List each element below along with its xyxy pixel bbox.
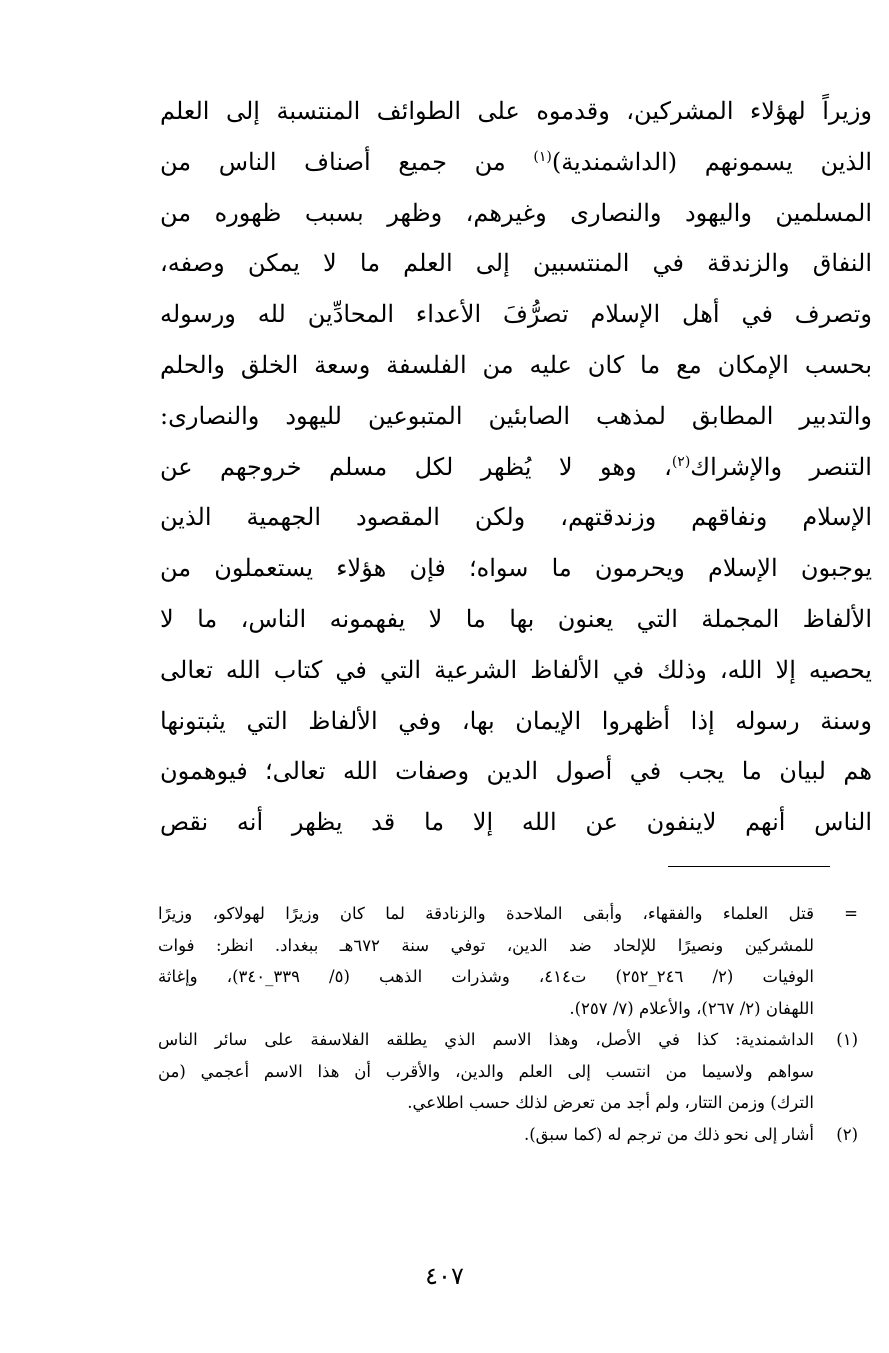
body-line: والتدبير المطابق لمذهب الصابئين المتبوعين لليهود والنصارى: (160, 401, 872, 430)
body-line: المسلمين واليهود والنصارى وغيرهم، وظهر بسبب ظهوره من (160, 198, 872, 227)
footnote-line: الداشمندية: كذا في الأصل، وهذا الاسم الذي يطلقه الفلاسفة على سائر الناس (158, 1030, 814, 1049)
body-line: وتصرف في أهل الإسلام تصرُّفَ الأعداء المحادِّين لله ورسوله (160, 300, 872, 329)
body-line: يوجبون الإسلام ويحرمون ما سواه؛ فإن هؤلاء يستعملون من (160, 554, 872, 583)
main-text (160, 86, 872, 848)
footnotes (158, 898, 858, 1150)
body-line: الإسلام ونفاقهم وزندقتهم، ولكن المقصود الجهمية الذين (160, 503, 872, 532)
footnote-line: اللهفان (٢/ ٢٦٧)، والأعلام (٧/ ٢٥٧). (569, 998, 814, 1018)
body-line: التنصر والإشراك$^{(٢)}$، وهو لا يُظهر لكل مسلم خروجهم عن (160, 452, 872, 481)
footnote-line: سواهم ولاسيما من انتسب إلى العلم والدين، والأقرب أن هذا الاسم أعجمي (من (158, 1061, 814, 1081)
footnote-separator (668, 866, 830, 867)
footnote-ref[interactable]: (٢) (671, 453, 691, 470)
body-line: الذين يسمونهم (الداشمندية)$^{(١)}$ من جميع أصناف الناس من (160, 147, 872, 176)
footnote-line: أشار إلى نحو ذلك من ترجم له (كما سبق). (523, 1124, 814, 1144)
footnote-marker: = (844, 904, 858, 923)
footnote-text (158, 898, 814, 1024)
footnote-marker: (١) (836, 1030, 858, 1049)
footnote-line: قتل العلماء والفقهاء، وأبقى الملاحدة والزنادقة لما كان وزيرًا لهولاكو، وزيرًا (158, 904, 814, 923)
body-line: الألفاظ المجملة التي يعنون بها ما لا يفهمونه الناس، ما لا (160, 604, 872, 633)
footnote-text (158, 1024, 814, 1119)
body-line: النفاق والزندقة في المنتسبين إلى العلم ما لا يمكن وصفه، (160, 249, 872, 278)
footnote-line: الوفيات (٢/ ٢٤٦_٢٥٢) ت٤١٤، وشذرات الذهب (٥/ ٣٣٩_٣٤٠)، وإغاثة (158, 967, 815, 986)
body-line: وسنة رسوله إذا أظهروا الإيمان بها، وفي الألفاظ التي يثبتونها (160, 706, 873, 735)
footnote-line: الترك) وزمن التتار، ولم أجد من تعرض لذلك حسب اطلاعي. (407, 1093, 814, 1112)
footnote-ref[interactable]: (١) (533, 148, 552, 165)
body-line: وزيراً لهؤلاء المشركين، وقدموه على الطوائف المنتسبة إلى العلم (160, 97, 872, 125)
body-line: يحصيه إلا الله، وذلك في الألفاظ الشرعية التي في كتاب الله تعالى (160, 655, 872, 684)
footnote-marker: (٢) (836, 1124, 858, 1144)
body-line: هم لبيان ما يجب في أصول الدين وصفات الله تعالى؛ فيوهمون (160, 757, 872, 786)
body-line: بحسب الإمكان مع ما كان عليه من الفلسفة وسعة الخلق والحلم (160, 350, 872, 379)
footnote-continuation (158, 898, 858, 1024)
footnote-text (158, 1119, 814, 1151)
body-line: الناس أنهم لاينفون عن الله إلا ما قد يظهر أنه نقص (160, 808, 872, 837)
footnote-2 (158, 1119, 858, 1151)
footnote-1 (158, 1024, 858, 1119)
page-number: ٤٠٧ (425, 1262, 464, 1290)
footnote-line: للمشركين ونصيرًا للإلحاد ضد الدين، توفي سنة ٦٧٢هـ ببغداد. انظر: فوات (158, 935, 814, 955)
